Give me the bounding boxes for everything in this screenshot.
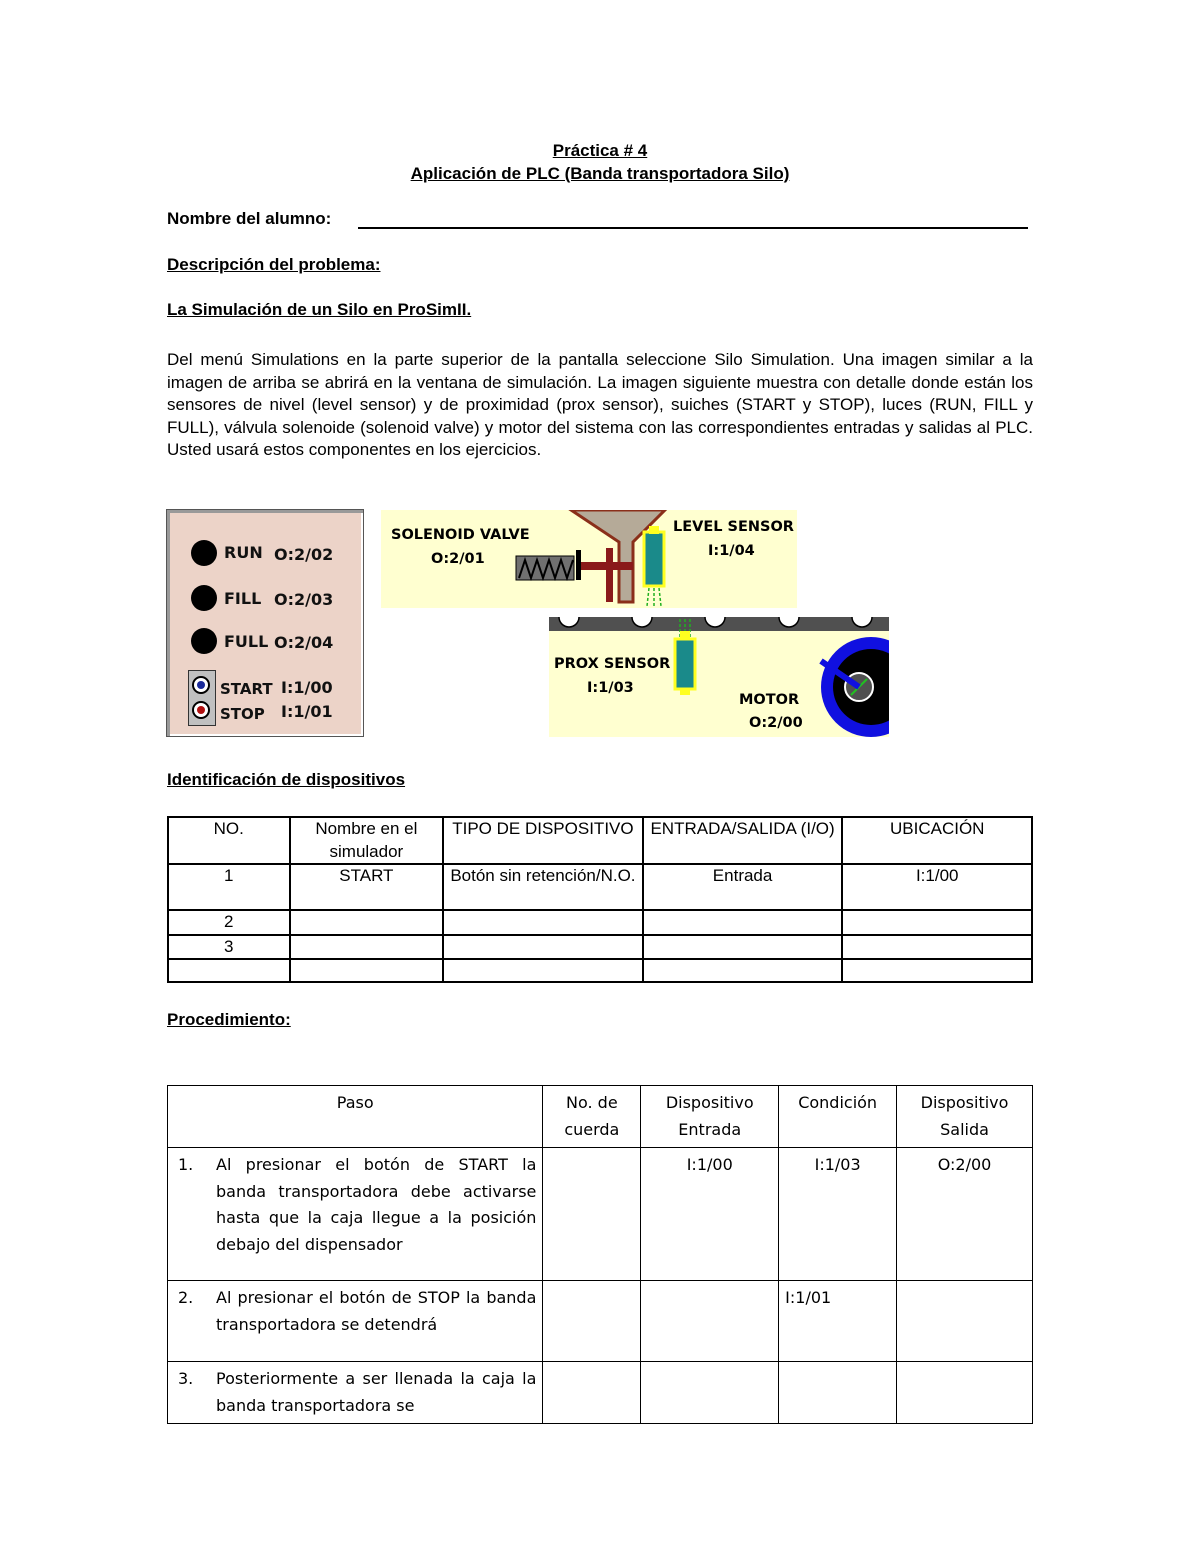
table-cell: Botón sin retención/N.O. <box>443 864 643 910</box>
header-type: TIPO DE DISPOSITIVO <box>443 817 643 864</box>
header-input: Dispositivo Entrada <box>641 1086 779 1148</box>
table-cell: I:1/03 <box>779 1148 897 1281</box>
table-cell <box>842 959 1032 982</box>
step-number: 2. <box>178 1288 194 1307</box>
procedure-table <box>167 1085 1033 1424</box>
fill-lamp-label: FILL <box>224 589 262 608</box>
motor-label: MOTOR <box>739 692 800 708</box>
stop-button[interactable] <box>192 701 210 719</box>
stop-addr: I:1/01 <box>281 702 333 721</box>
step-description: Al presionar el botón de START la banda transportadora debe activarse hasta que la caja llegue a la posición debajo del dispensador <box>216 1155 537 1254</box>
procedure-header-row <box>168 1086 1033 1148</box>
header-output: Dispositivo Salida <box>897 1086 1033 1148</box>
table-cell <box>290 935 444 960</box>
table-cell <box>543 1362 641 1424</box>
step-text <box>174 1366 536 1419</box>
table-cell <box>779 1362 897 1424</box>
motor-addr: O:2/00 <box>749 715 803 731</box>
level-sensor-label: LEVEL SENSOR <box>673 519 794 535</box>
table-cell <box>641 1362 779 1424</box>
table-row <box>168 1148 1033 1281</box>
solenoid-label: SOLENOID VALVE <box>391 527 530 543</box>
table-row <box>168 935 1032 960</box>
table-cell: I:1/01 <box>779 1281 897 1362</box>
fill-lamp-addr: O:2/03 <box>274 590 334 609</box>
step-description: Posteriormente a ser llenada la caja la banda transportadora se <box>216 1369 537 1415</box>
student-name-label: Nombre del alumno: <box>167 209 332 228</box>
motor-icon <box>819 631 889 737</box>
student-name-line <box>358 227 1028 229</box>
start-label: START <box>220 680 273 698</box>
start-addr: I:1/00 <box>281 678 333 697</box>
devices-table <box>167 816 1033 983</box>
start-button[interactable] <box>192 676 210 694</box>
run-lamp-addr: O:2/02 <box>274 545 334 564</box>
full-lamp-addr: O:2/04 <box>274 633 334 652</box>
conveyor-diagram <box>549 617 889 737</box>
step-text <box>174 1285 536 1338</box>
table-cell: I:1/00 <box>842 864 1032 910</box>
table-cell <box>443 935 643 960</box>
page-title: Práctica # 4 <box>552 141 648 160</box>
header-cuerda: No. de cuerda <box>543 1086 641 1148</box>
table-cell <box>842 935 1032 960</box>
prox-sensor-label: PROX SENSOR <box>554 656 671 672</box>
table-cell <box>168 959 290 982</box>
table-cell <box>290 910 444 935</box>
step-number: 3. <box>178 1369 194 1388</box>
table-cell <box>643 910 843 935</box>
table-cell <box>543 1281 641 1362</box>
silo-valve-diagram <box>381 510 797 608</box>
stop-button-icon <box>197 706 205 714</box>
table-row <box>168 959 1032 982</box>
procedure-heading: Procedimiento: <box>167 1010 291 1029</box>
solenoid-addr: O:2/01 <box>431 551 485 567</box>
table-cell <box>443 959 643 982</box>
start-button-icon <box>197 681 205 689</box>
table-cell: 2 <box>168 910 290 935</box>
table-cell <box>543 1148 641 1281</box>
full-lamp-icon <box>191 628 217 654</box>
header-io: ENTRADA/SALIDA (I/O) <box>643 817 843 864</box>
header-no: NO. <box>168 817 290 864</box>
fill-lamp-icon <box>191 585 217 611</box>
pushbutton-box <box>188 670 216 726</box>
run-lamp-icon <box>191 540 217 566</box>
step-description: Al presionar el botón de STOP la banda transportadora se detendrá <box>216 1288 537 1334</box>
header-location: UBICACIÓN <box>842 817 1032 864</box>
table-row <box>168 1281 1033 1362</box>
table-cell: 1 <box>168 864 290 910</box>
header-condition: Condición <box>779 1086 897 1148</box>
prox-sensor-addr: I:1/03 <box>587 680 634 696</box>
step-number: 1. <box>178 1155 194 1174</box>
table-cell <box>443 910 643 935</box>
table-row <box>168 864 1032 910</box>
table-cell <box>897 1281 1033 1362</box>
table-cell <box>643 935 843 960</box>
table-cell <box>641 1281 779 1362</box>
page-subtitle: Aplicación de PLC (Banda transportadora Silo) <box>410 164 790 183</box>
header-name: Nombre en el simulador <box>290 817 444 864</box>
step-text <box>174 1152 536 1258</box>
table-cell <box>290 959 444 982</box>
table-cell <box>897 1362 1033 1424</box>
devices-heading: Identificación de dispositivos <box>167 770 406 789</box>
table-row <box>168 1362 1033 1424</box>
table-cell: O:2/00 <box>897 1148 1033 1281</box>
full-lamp-label: FULL <box>224 632 269 651</box>
table-cell <box>842 910 1032 935</box>
table-cell: I:1/00 <box>641 1148 779 1281</box>
table-cell: START <box>290 864 444 910</box>
simulation-heading: La Simulación de un Silo en ProSimII. <box>167 300 472 319</box>
intro-paragraph: Del menú Simulations en la parte superior de la pantalla seleccione Silo Simulation. Una imagen similar a la imagen de arriba se abrirá en la ventana de simulación. La imagen siguiente muestra con detalle donde están los sensores de nivel (level sensor) y de proximidad (prox sensor), suiches (START y STOP), luces (RUN, FILL y FULL), válvula solenoide (solenoid valve) y motor del sistema con las correspondientes entradas y salidas al PLC. Usted usará estos componentes en los ejercicios. <box>167 350 1033 459</box>
problem-heading: Descripción del problema: <box>167 255 381 274</box>
level-sensor-addr: I:1/04 <box>708 543 755 559</box>
table-cell: Entrada <box>643 864 843 910</box>
control-panel <box>166 509 364 737</box>
run-lamp-label: RUN <box>224 543 263 562</box>
table-row <box>168 910 1032 935</box>
table-cell <box>643 959 843 982</box>
table-cell: 3 <box>168 935 290 960</box>
stop-label: STOP <box>220 705 265 723</box>
devices-header-row <box>168 817 1032 864</box>
header-step: Paso <box>168 1086 543 1148</box>
